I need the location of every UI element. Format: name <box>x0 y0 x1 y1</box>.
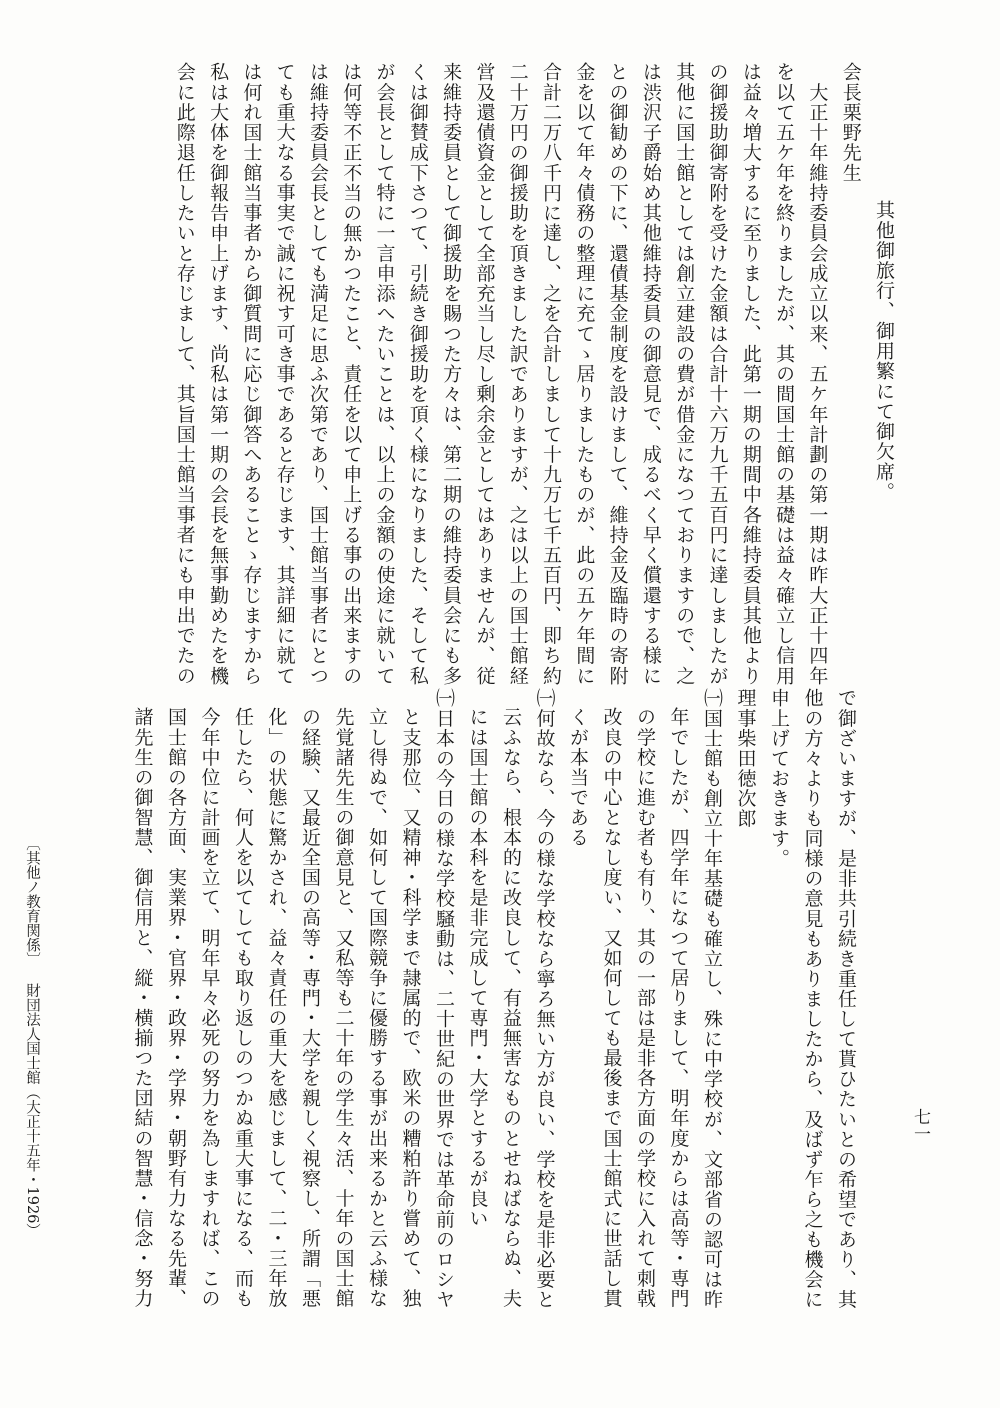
text-column: は渋沢子爵始め其他維持委員の御意見で、成るべく早く償還する様に <box>639 62 662 686</box>
text-column: ㈠日本の今日の様な学校騒動は、二十世紀の世界では革命前のロシヤ <box>433 688 455 1310</box>
text-column: 立し得ぬで、如何して国際競争に優勝する事が出来るかと云ふ様な <box>366 707 388 1309</box>
text-column: 先覚諸先生の御意見と、又私等も二十年の学生々活、十年の国士館 <box>332 707 355 1309</box>
text-column: 其他御旅行、御用繁にて御欠席。 <box>873 200 895 502</box>
text-column: には国士館の本科を是非完成して専門・大学とするが良い <box>466 707 489 1229</box>
footer-category: 〔其他ノ教育関係〕 <box>24 836 40 967</box>
text-column: くは御賛成下さつて、引続き御援助を頂く様になりました、そして私 <box>406 62 429 686</box>
footer-year: （大正十五年・1926） <box>24 1085 40 1238</box>
text-column: 会に此際退任したいと存じまして、其旨国士館当事者にも申出でたの <box>173 62 196 686</box>
text-column: 来維持委員として御援助を賜つた方々は、第二期の維持委員会にも多 <box>440 62 463 686</box>
text-column: で御ざいますが、是非共引続き重任して貰ひたいとの希望であり、其 <box>835 688 857 1310</box>
speaker-name: 会長栗野先生 <box>839 62 862 183</box>
text-column: 他の方々よりも同様の意見もありましたから、及ばず乍ら之も機会に <box>801 688 824 1310</box>
text-column: くが本当である <box>567 707 589 848</box>
text-column: 国士館の各方面、実業界・官界・政界・学界・朝野有力なる先輩、 <box>165 707 187 1309</box>
text-column: 任したら、何人を以てしても取り返しのつかぬ重大事になる、而も <box>232 707 254 1309</box>
text-column: 今年中位に計画を立て、明年早々必死の努力を為しますれば、この <box>198 707 221 1309</box>
text-column: 云ふなら、根本的に改良して、有益無害なものとせねばならぬ、夫 <box>500 707 522 1309</box>
text-column: 大正十年維持委員会成立以来、五ケ年計劃の第一期は昨大正十四年 <box>806 62 829 686</box>
text-column: 諸先生の御智慧、御信用と、縦・横揃つた団結の智慧・信念・努力 <box>131 707 154 1309</box>
text-column: 営及還債資金として全部充当し尽し剰余金としてはありませんが、従 <box>473 62 496 686</box>
speaker-name: 理事柴田徳次郎 <box>734 688 757 829</box>
text-column: 合計二万八千円に達し、之を合計しまして十九万七千五百円、即ち約 <box>540 62 563 686</box>
text-column: 改良の中心となし度い、又如何しても最後まで国士館式に世話し貫 <box>600 707 623 1309</box>
text-column: の学校に進む者も有り、其の一部は是非各方面の学校に入れて刺戟 <box>634 707 656 1309</box>
page-number: 七一 <box>910 1108 930 1142</box>
text-column: を以て五ケ年を終りましたが、其の間国士館の基礎は益々確立し信用 <box>773 62 796 686</box>
text-column: は益々増大するに至りました、此第一期の期間中各維持委員其他より <box>739 62 762 686</box>
text-column: が会長として特に一言申添へたいことは、以上の金額の使途に就いて <box>373 62 396 686</box>
text-column: は維持委員会長としても満足に思ふ次第であり、国士館当事者にとつ <box>306 62 329 686</box>
text-column: 金を以て年々債務の整理に充てゝ居りましたものが、此の五ケ年間に <box>573 62 596 686</box>
text-column: の御援助御寄附を受けた金額は合計十六万九千五百円に達しましたが <box>706 62 729 686</box>
text-column: との御勧めの下に、還債基金制度を設けまして、維持金及臨時の寄附 <box>606 62 629 686</box>
text-column: 化」の状態に驚かされ、益々責任の重大を感じまして、二・三年放 <box>265 707 288 1309</box>
lower-text-block <box>125 688 862 1328</box>
text-column: 私は大体を御報告申上げます、尚私は第一期の会長を無事勤めたを機 <box>207 62 230 686</box>
text-column: は何れ国士館当事者から御質問に応じ御答へあることゝ存じますから <box>240 62 263 686</box>
text-column: と支那位、又精神・科学まで隷属的で、欧米の糟粕許り嘗めて、独 <box>399 707 422 1309</box>
text-column: 二十万円の御援助を頂きました訳でありますが、之は以上の国士館経 <box>506 62 529 686</box>
text-column: ㈠国士館も創立十年基礎も確立し、殊に中学校が、文部省の認可は昨 <box>701 688 723 1310</box>
footer-publisher: 財団法人国士館 <box>24 983 40 1085</box>
text-column: は何等不正不当の無かつたこと、責任を以て申上げる事の出来ますの <box>340 62 363 686</box>
upper-text-block <box>167 62 900 686</box>
text-column: 年でしたが、四学年になつて居りまして、明年度からは高等・専門 <box>667 707 690 1309</box>
text-column: ㈠何故なら、今の様な学校なら寧ろ無い方が良い、学校を是非必要と <box>533 688 556 1310</box>
text-column: の経験、又最近全国の高等・専門・大学を親しく視察し、所謂「悪 <box>299 707 321 1309</box>
text-column: 申上げておきます。 <box>768 688 790 869</box>
text-column: ても重大なる事実で誠に祝す可き事であると存じます、其詳細に就て <box>273 62 296 686</box>
text-column: 其他に国士館としては創立建設の費が借金になつておりますので、之 <box>673 62 696 686</box>
